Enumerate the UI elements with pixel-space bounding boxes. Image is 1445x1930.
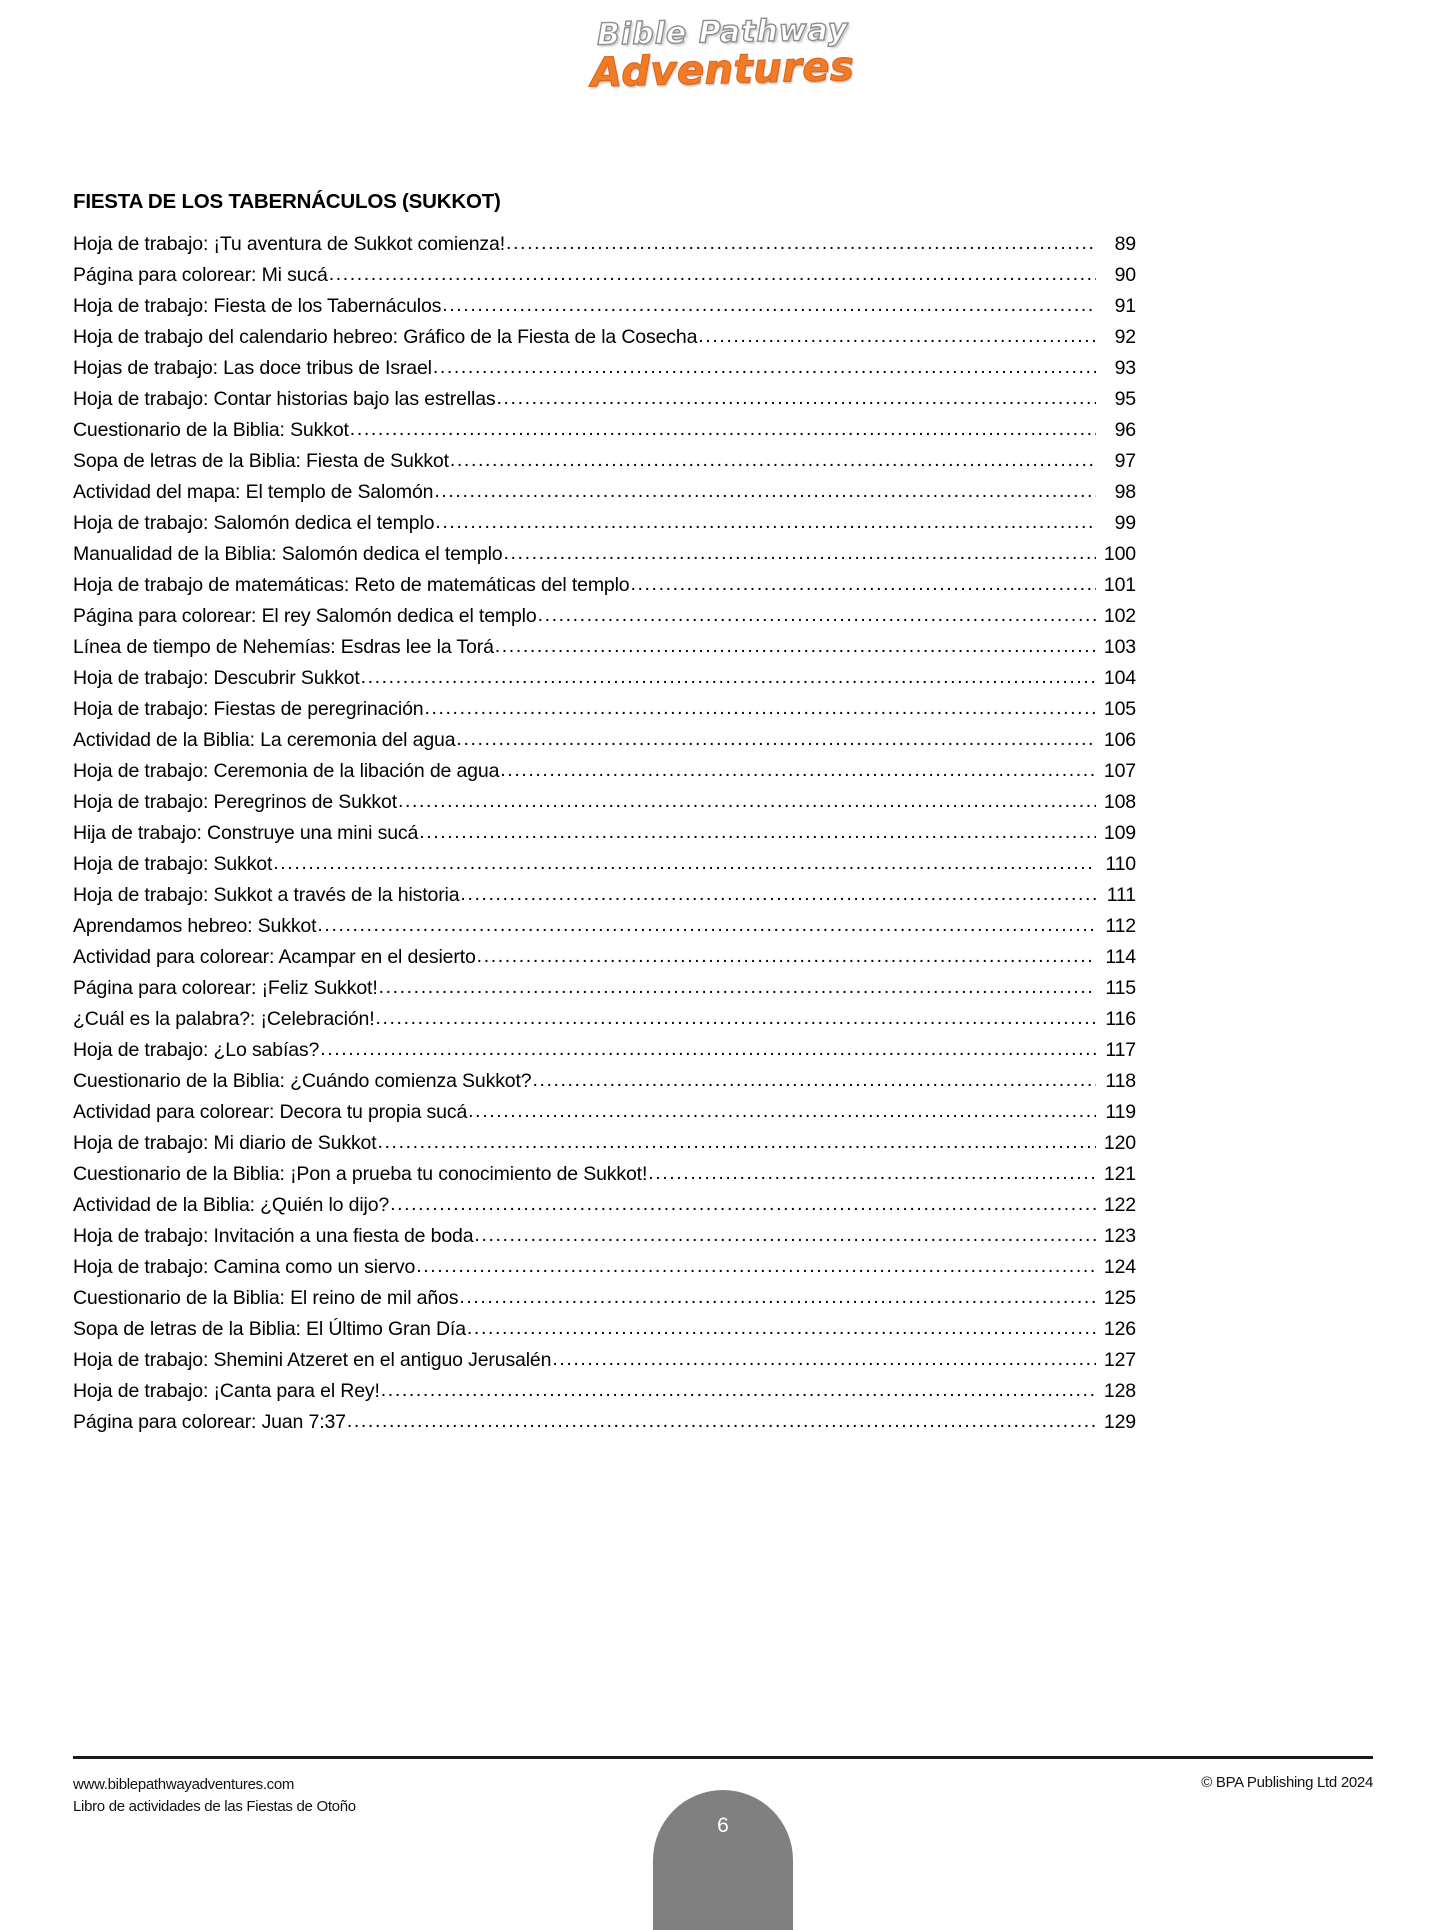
toc-entry-label: Hoja de trabajo: Peregrinos de Sukkot [73, 790, 397, 813]
toc-dot-leader [538, 607, 1096, 627]
toc-entry[interactable] [73, 1091, 1136, 1122]
footer-copyright: © BPA Publishing Ltd 2024 [1201, 1774, 1373, 1791]
toc-entry-label: Hoja de trabajo: ¡Canta para el Rey! [73, 1379, 380, 1402]
toc-dot-leader [495, 638, 1096, 658]
toc-dot-leader [504, 545, 1096, 565]
footer-website[interactable]: www.biblepathwayadventures.com [73, 1776, 295, 1793]
toc-entry-page-number: 100 [1103, 542, 1136, 565]
toc-entry-page-number: 126 [1103, 1317, 1136, 1340]
toc-dot-leader [361, 669, 1096, 689]
toc-entry-label: Hojas de trabajo: Las doce tribus de Israel [73, 356, 432, 379]
table-of-contents [73, 190, 1136, 1432]
toc-entry-label: Cuestionario de la Biblia: Sukkot [73, 418, 349, 441]
toc-entry-label: Sopa de letras de la Biblia: El Último Gran Día [73, 1317, 466, 1340]
toc-entry-page-number: 121 [1103, 1162, 1136, 1185]
toc-entry[interactable] [73, 781, 1136, 812]
toc-dot-leader [698, 328, 1096, 348]
toc-entry[interactable] [73, 378, 1136, 409]
toc-entry[interactable] [73, 471, 1136, 502]
toc-entry-page-number: 89 [1114, 232, 1136, 255]
toc-entry-label: ¿Cuál es la palabra?: ¡Celebración! [73, 1007, 375, 1030]
toc-entry[interactable] [73, 1215, 1136, 1246]
toc-entry-page-number: 120 [1103, 1131, 1136, 1154]
toc-dot-leader [456, 731, 1096, 751]
toc-entry-label: Página para colorear: Mi sucá [73, 263, 328, 286]
toc-entry-label: Hoja de trabajo del calendario hebreo: Gráfico de la Fiesta de la Cosecha [73, 325, 698, 348]
toc-entry-page-number: 106 [1103, 728, 1136, 751]
toc-entry-page-number: 103 [1103, 635, 1136, 658]
toc-entry[interactable] [73, 564, 1136, 595]
page-number-bubble [653, 1790, 793, 1930]
toc-entry[interactable] [73, 750, 1136, 781]
toc-entry-label: Actividad para colorear: Decora tu propia sucá [73, 1100, 468, 1123]
toc-dot-leader [631, 576, 1097, 596]
toc-dot-leader [552, 1351, 1096, 1371]
toc-entry-page-number: 119 [1105, 1100, 1136, 1123]
toc-dot-leader [467, 1320, 1096, 1340]
toc-entry-page-number: 95 [1114, 387, 1136, 410]
toc-entry-page-number: 115 [1105, 976, 1136, 999]
toc-dot-leader [419, 824, 1096, 844]
toc-entry[interactable] [73, 1029, 1136, 1060]
toc-entry[interactable] [73, 998, 1136, 1029]
toc-entry-page-number: 92 [1114, 325, 1136, 348]
toc-entry-label: Hoja de trabajo: Salomón dedica el templo [73, 511, 435, 534]
toc-entry[interactable] [73, 285, 1136, 316]
toc-entry-label: Cuestionario de la Biblia: ¿Cuándo comienza Sukkot? [73, 1069, 532, 1092]
toc-dot-leader [390, 1196, 1096, 1216]
section-heading: FIESTA DE LOS TABERNÁCULOS (SUKKOT) [73, 190, 501, 213]
toc-entry[interactable] [73, 657, 1136, 688]
toc-entry-page-number: 101 [1103, 573, 1136, 596]
toc-dot-leader [379, 979, 1096, 999]
toc-entry[interactable] [73, 1153, 1136, 1184]
toc-dot-leader [500, 762, 1096, 782]
toc-dot-leader [459, 1289, 1096, 1309]
footer-book-title: Libro de actividades de las Fiestas de Otoño [73, 1797, 356, 1815]
toc-dot-leader [497, 390, 1096, 410]
toc-entry[interactable] [73, 1370, 1136, 1401]
toc-dot-leader [468, 1103, 1096, 1123]
toc-entry-page-number: 105 [1103, 697, 1136, 720]
toc-entry-label: Hoja de trabajo: ¿Lo sabías? [73, 1038, 320, 1061]
toc-entry[interactable] [73, 316, 1136, 347]
toc-entry-label: Página para colorear: El rey Salomón dedica el templo [73, 604, 537, 627]
logo-line-bible-pathway: Bible Pathway [596, 12, 849, 53]
toc-entry[interactable] [73, 502, 1136, 533]
toc-entry-label: Página para colorear: ¡Feliz Sukkot! [73, 976, 378, 999]
toc-dot-leader [474, 1227, 1096, 1247]
toc-entry-page-number: 123 [1103, 1224, 1136, 1247]
toc-entry-page-number: 117 [1105, 1038, 1136, 1061]
toc-entry-label: Hoja de trabajo: Mi diario de Sukkot [73, 1131, 377, 1154]
toc-entry[interactable] [73, 254, 1136, 285]
toc-entry-page-number: 99 [1114, 511, 1136, 534]
toc-entry[interactable] [73, 905, 1136, 936]
toc-entry-page-number: 112 [1105, 914, 1136, 937]
toc-dot-leader [378, 1134, 1096, 1154]
toc-entry-label: Hoja de trabajo: Invitación a una fiesta de boda [73, 1224, 474, 1247]
toc-entry[interactable] [73, 967, 1136, 998]
toc-dot-leader [450, 452, 1096, 472]
toc-dot-leader [320, 1041, 1096, 1061]
toc-entry-label: Hoja de trabajo: Camina como un siervo [73, 1255, 416, 1278]
toc-entry-label: Hoja de trabajo: Fiestas de peregrinación [73, 697, 424, 720]
toc-entry-label: Cuestionario de la Biblia: ¡Pon a prueba tu conocimiento de Sukkot! [73, 1162, 648, 1185]
toc-entry[interactable] [73, 812, 1136, 843]
toc-entry-page-number: 111 [1106, 883, 1136, 906]
toc-entry-label: Hoja de trabajo: Sukkot a través de la historia [73, 883, 460, 906]
toc-entry[interactable] [73, 626, 1136, 657]
toc-entry-page-number: 96 [1114, 418, 1136, 441]
toc-dot-leader [376, 1010, 1097, 1030]
footer-divider [73, 1756, 1373, 1759]
toc-entry-page-number: 90 [1114, 263, 1136, 286]
toc-entry[interactable] [73, 1277, 1136, 1308]
toc-dot-leader [329, 266, 1096, 286]
toc-entry[interactable] [73, 1184, 1136, 1215]
toc-dot-leader [381, 1382, 1096, 1402]
brand-logo [0, 12, 1445, 97]
logo-line-adventures: Adventures [590, 43, 855, 97]
toc-entry[interactable] [73, 409, 1136, 440]
toc-entry[interactable] [73, 347, 1136, 378]
toc-entry-page-number: 129 [1103, 1410, 1136, 1433]
toc-entry[interactable] [73, 1060, 1136, 1091]
toc-entry-page-number: 108 [1103, 790, 1136, 813]
toc-dot-leader [424, 700, 1096, 720]
toc-dot-leader [442, 297, 1096, 317]
toc-entry-page-number: 97 [1114, 449, 1136, 472]
toc-entry-label: Manualidad de la Biblia: Salomón dedica el templo [73, 542, 503, 565]
toc-entry[interactable] [73, 1122, 1136, 1153]
toc-entry-label: Hoja de trabajo: Ceremonia de la libación de agua [73, 759, 500, 782]
toc-entry-label: Cuestionario de la Biblia: El reino de mil años [73, 1286, 459, 1309]
toc-dot-leader [347, 1413, 1096, 1433]
toc-dot-leader [350, 421, 1096, 441]
toc-entry-page-number: 98 [1114, 480, 1136, 503]
toc-entry-label: Hoja de trabajo: ¡Tu aventura de Sukkot comienza! [73, 232, 506, 255]
toc-entry[interactable] [73, 843, 1136, 874]
toc-entry-page-number: 110 [1105, 852, 1136, 875]
toc-entry[interactable] [73, 719, 1136, 750]
toc-entry-label: Aprendamos hebreo: Sukkot [73, 914, 317, 937]
toc-dot-leader [460, 886, 1096, 906]
toc-entry-label: Actividad de la Biblia: ¿Quién lo dijo? [73, 1193, 390, 1216]
toc-entry-page-number: 122 [1103, 1193, 1136, 1216]
toc-entry[interactable] [73, 688, 1136, 719]
toc-entry-label: Actividad del mapa: El templo de Salomón [73, 480, 434, 503]
toc-dot-leader [435, 514, 1096, 534]
toc-entry-page-number: 118 [1105, 1069, 1136, 1092]
toc-entry-list [73, 223, 1136, 1432]
toc-dot-leader [273, 855, 1096, 875]
footer-left-block [73, 1774, 356, 1818]
toc-entry-page-number: 93 [1114, 356, 1136, 379]
toc-entry-label: Hoja de trabajo: Contar historias bajo las estrellas [73, 387, 496, 410]
toc-entry[interactable] [73, 595, 1136, 626]
toc-entry[interactable] [73, 440, 1136, 471]
toc-dot-leader [477, 948, 1096, 968]
toc-entry[interactable] [73, 533, 1136, 564]
toc-entry-label: Hoja de trabajo de matemáticas: Reto de matemáticas del templo [73, 573, 630, 596]
toc-entry-label: Línea de tiempo de Nehemías: Esdras lee la Torá [73, 635, 494, 658]
toc-dot-leader [317, 917, 1096, 937]
toc-entry-label: Página para colorear: Juan 7:37 [73, 1410, 346, 1433]
toc-entry-label: Hoja de trabajo: Fiesta de los Tabernáculos [73, 294, 442, 317]
toc-dot-leader [398, 793, 1096, 813]
toc-entry-label: Hoja de trabajo: Sukkot [73, 852, 273, 875]
toc-entry[interactable] [73, 1246, 1136, 1277]
toc-entry-label: Hija de trabajo: Construye una mini sucá [73, 821, 419, 844]
toc-entry-page-number: 127 [1103, 1348, 1136, 1371]
toc-entry-page-number: 91 [1114, 294, 1136, 317]
toc-dot-leader [532, 1072, 1096, 1092]
toc-dot-leader [434, 483, 1096, 503]
toc-entry-page-number: 128 [1103, 1379, 1136, 1402]
toc-entry-page-number: 114 [1105, 945, 1136, 968]
toc-entry[interactable] [73, 1401, 1136, 1432]
toc-entry-label: Actividad para colorear: Acampar en el desierto [73, 945, 476, 968]
toc-dot-leader [416, 1258, 1096, 1278]
toc-dot-leader [433, 359, 1096, 379]
toc-entry[interactable] [73, 936, 1136, 967]
toc-entry-page-number: 124 [1103, 1255, 1136, 1278]
toc-entry[interactable] [73, 1308, 1136, 1339]
toc-entry-label: Sopa de letras de la Biblia: Fiesta de Sukkot [73, 449, 449, 472]
toc-entry-page-number: 102 [1103, 604, 1136, 627]
toc-entry[interactable] [73, 874, 1136, 905]
toc-dot-leader [506, 235, 1096, 255]
toc-entry-page-number: 116 [1105, 1007, 1136, 1030]
toc-entry-page-number: 109 [1103, 821, 1136, 844]
toc-entry-label: Actividad de la Biblia: La ceremonia del agua [73, 728, 456, 751]
toc-dot-leader [648, 1165, 1096, 1185]
toc-entry[interactable] [73, 1339, 1136, 1370]
toc-entry-label: Hoja de trabajo: Shemini Atzeret en el antiguo Jerusalén [73, 1348, 552, 1371]
toc-entry-page-number: 104 [1103, 666, 1136, 689]
toc-entry-page-number: 107 [1103, 759, 1136, 782]
toc-entry[interactable] [73, 223, 1136, 254]
page-number: 6 [717, 1814, 729, 1837]
page-footer [73, 1768, 1373, 1848]
toc-entry-page-number: 125 [1103, 1286, 1136, 1309]
toc-entry-label: Hoja de trabajo: Descubrir Sukkot [73, 666, 360, 689]
